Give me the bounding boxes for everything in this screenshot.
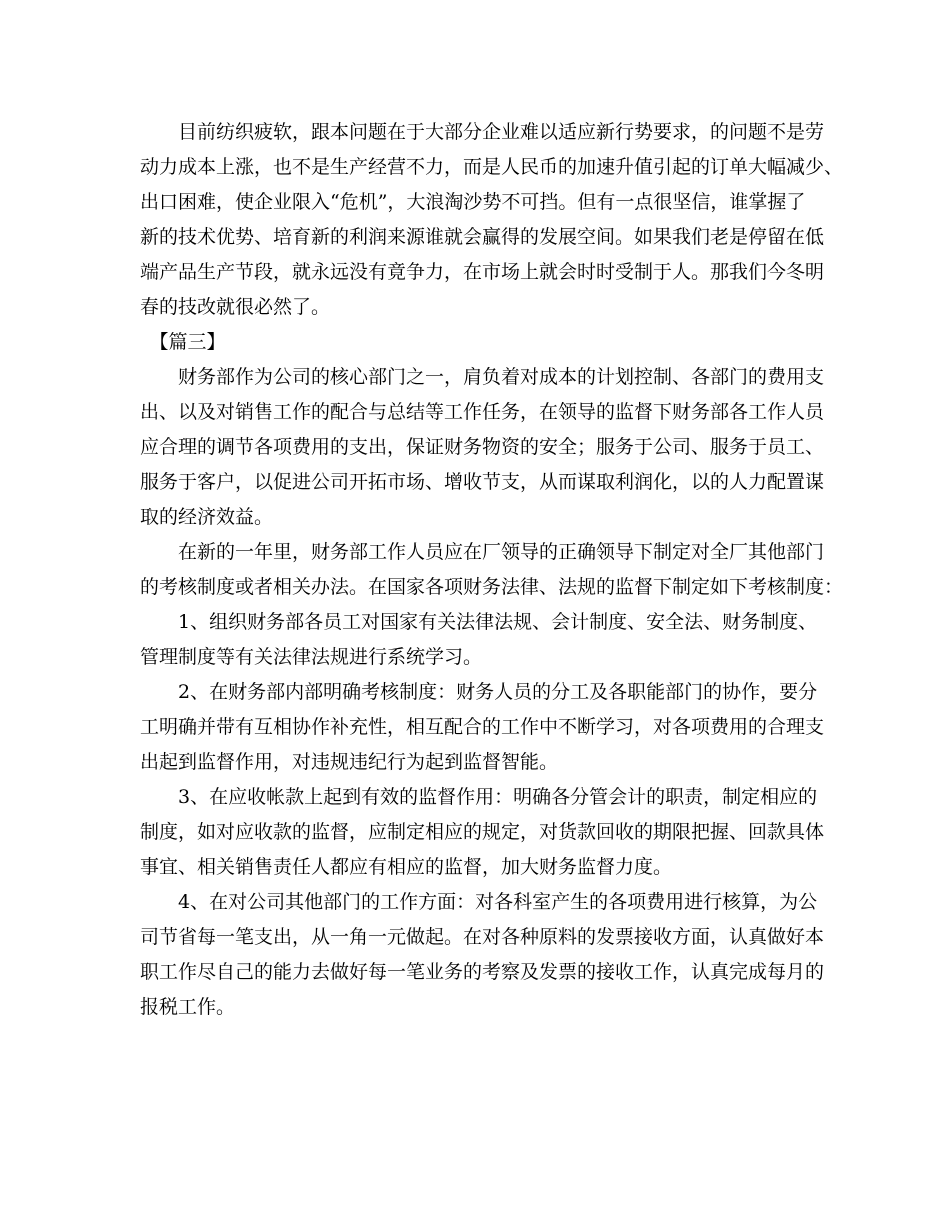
text-line: 在新的一年里，财务部工作人员应在厂领导的正确领导下制定对全厂其他部门 [140, 541, 825, 563]
text-line: 出、以及对销售工作的配合与总结等工作任务，在领导的监督下财务部各工作人员 [140, 401, 825, 423]
text-line: 目前纺织疲软，跟本问题在于大部分企业难以适应新行势要求，的问题不是劳 [140, 121, 825, 143]
text-line: 取的经济效益。 [140, 506, 274, 528]
text-line: 动力成本上涨，也不是生产经营不力，而是人民币的加速升值引起的订单大幅减少、 [140, 156, 844, 178]
text-line: 管理制度等有关法律法规进行系统学习。 [140, 646, 483, 668]
section-heading: 【篇三】 [140, 331, 226, 353]
text-line: 出口困难，使企业限入“危机”，大浪淘沙势不可挡。但有一点很坚信，谁掌握了 [140, 191, 806, 213]
text-line: 事宜、相关销售责任人都应有相应的监督，加大财务监督力度。 [140, 856, 673, 878]
text-line: 新的技术优势、培育新的利润来源谁就会赢得的发展空间。如果我们老是停留在低 [140, 226, 825, 248]
text-line: 1、组织财务部各员工对国家有关法律法规、会计制度、安全法、财务制度、 [140, 611, 818, 633]
text-line: 报税工作。 [140, 996, 236, 1018]
text-line: 的考核制度或者相关办法。在国家各项财务法律、法规的监督下制定如下考核制度： [140, 576, 844, 598]
text-line: 端产品生产节段，就永远没有竟争力，在市场上就会时时受制于人。那我们今冬明 [140, 261, 825, 283]
text-line: 应合理的调节各项费用的支出，保证财务物资的安全；服务于公司、服务于员工、 [140, 436, 825, 458]
text-line: 财务部作为公司的核心部门之一，肩负着对成本的计划控制、各部门的费用支 [140, 366, 825, 388]
text-line: 服务于客户，以促进公司开拓市场、增收节支，从而谋取利润化，以的人力配置谋 [140, 471, 825, 493]
text-line: 出起到监督作用，对违规违纪行为起到监督智能。 [140, 751, 559, 773]
text-line: 职工作尽自己的能力去做好每一笔业务的考察及发票的接收工作，认真完成每月的 [140, 961, 825, 983]
text-line: 4、在对公司其他部门的工作方面：对各科室产生的各项费用进行核算，为公 [140, 891, 818, 913]
text-line: 司节省每一笔支出，从一角一元做起。在对各种原料的发票接收方面，认真做好本 [140, 926, 825, 948]
text-line: 制度，如对应收款的监督，应制定相应的规定，对货款回收的期限把握、回款具体 [140, 821, 825, 843]
text-line: 工明确并带有互相协作补充性，相互配合的工作中不断学习，对各项费用的合理支 [140, 716, 825, 738]
text-line: 春的技改就很必然了。 [140, 296, 331, 318]
text-line: 2、在财务部内部明确考核制度：财务人员的分工及各职能部门的协作，要分 [140, 681, 818, 703]
text-line: 3、在应收帐款上起到有效的监督作用：明确各分管会计的职责，制定相应的 [140, 786, 818, 808]
